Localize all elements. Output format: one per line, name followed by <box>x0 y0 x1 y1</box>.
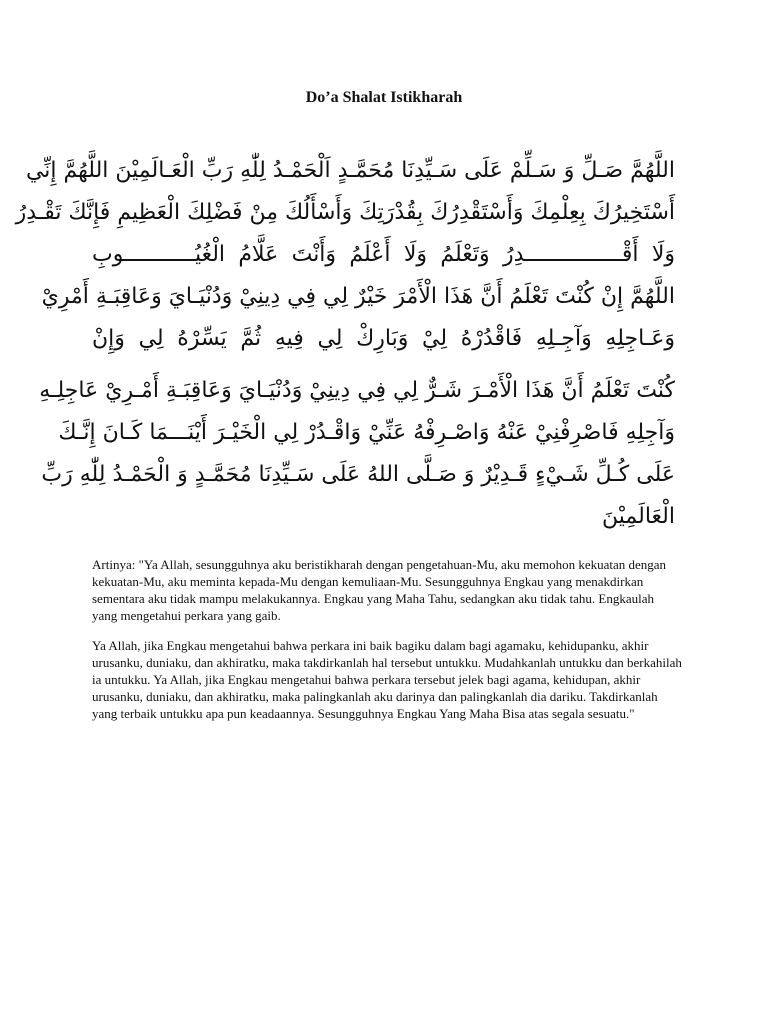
arabic-line: وَعَـاجِلِهِ وَآجِـلِهِ فَاقْدُرْهُ لِيْ وَبَارِكْ لِي فِيهِ ثُمَّ يَسِّرْهُ لِي وَإِنْ <box>92 326 675 351</box>
arabic-line: عَلَى كُـلِّ شَـيْءٍ قَـدِيْرٌ وَ صَـلَّى اللهُ عَلَى سَـيِّدِنَا مُحَمَّـدٍ وَ الْحَمْـدُ لِلّٰهِ رَبِّ <box>41 462 675 487</box>
arabic-line: اللَّهُمَّ صَـلِّ وَ سَـلِّمْ عَلَى سَـيِّدِنَا مُحَمَّـدٍ اَلْحَمْـدُ لِلّٰهِ رَبِّ الْعَـالَمِيْنَ اللَّهُمَّ إِنِّي <box>25 158 675 183</box>
arabic-line: وَلَا أَقْـــــــــــــــدِرُ وَتَعْلَمُ وَلَا أَعْلَمُ وَأَنْتَ عَلَّامُ الْغُيُـــــــــــوبِ <box>92 242 675 267</box>
translation-text <box>92 556 682 735</box>
translation-paragraph: Ya Allah, jika Engkau mengetahui bahwa perkara ini baik bagiku dalam bagi agamaku, kehidupanku, akhir urusanku, duniaku, dan akhiratku, maka takdirkanlah hal tersebut untukku. Mudahkanlah untukku dan berkahilah ia untukku. Ya Allah, jika Engkau mengetahui bahwa perkara tersebut jelek bagi agama, kehidupan, akhir urusanku, duniaku, dan akhiratku, maka palingkanlah aku darinya dan palingkanlah dia dariku. Takdirkanlah yang terbaik untukku apa pun keadaannya. Sesungguhnya Engkau Yang Maha Bisa atas segala sesuatu." <box>92 638 682 721</box>
arabic-line: وَآجِلِهِ فَاصْرِفْنِيْ عَنْهُ وَاصْـرِفْهُ عَنِّيْ وَاقْـدُرْ لِي الْخَيْـرَ أَيْنَـــمَا كَـانَ إِنَّـكَ <box>58 420 675 445</box>
arabic-prayer-text <box>15 150 675 538</box>
arabic-line: أَسْتَخِيرُكَ بِعِلْمِكَ وَأَسْتَقْدِرُكَ بِقُدْرَتِكَ وَأَسْأَلُكَ مِنْ فَضْلِكَ الْعَظِيمِ فَإِنَّكَ تَقْـدِرُ <box>15 200 675 225</box>
document-title: Do’a Shalat Istikharah <box>305 89 463 106</box>
arabic-line: الْعَالَمِيْنَ <box>602 504 675 529</box>
arabic-line: اللَّهُمَّ إِنْ كُنْتَ تَعْلَمُ أَنَّ هَذَا الْأَمْرَ خَيْرٌ لِي فِي دِينِيْ وَدُنْيَـايَ وَعَاقِبَـةِ أَمْرِيْ <box>41 284 675 309</box>
paragraph-gap <box>92 360 675 370</box>
arabic-line: كُنْتَ تَعْلَمُ أَنَّ هَذَا الْأَمْـرَ شَـرٌّ لِي فِي دِينِيْ وَدُنْيَـايَ وَعَاقِبَـةِ أَمْـرِيْ عَاجِلِـهِ <box>39 378 675 403</box>
translation-paragraph: Artinya: "Ya Allah, sesungguhnya aku beristikharah dengan pengetahuan-Mu, aku memohon kekuatan dengan kekuatan-Mu, aku meminta kepada-Mu dengan kemuliaan-Mu. Sesungguhnya Engkau yang menakdirkan sementara aku tidak mampu melakukannya. Engkau yang Maha Tahu, sedangkan aku tidak tahu. Engkaulah yang mengetahui perkara yang gaib. <box>92 557 667 623</box>
